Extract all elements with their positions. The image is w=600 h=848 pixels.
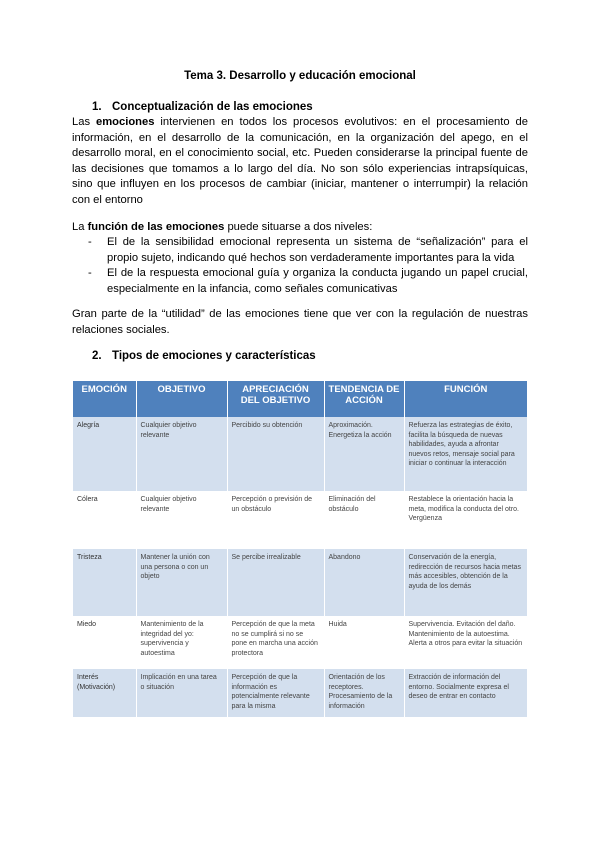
section-2-number: 2. [92,350,102,362]
paragraph-funcion [72,220,528,236]
paragraph-2-bold: función de las emociones [87,221,225,233]
table-cell: Percepción de que la información es potencialmente relevante para la misma [227,669,324,717]
table-cell: Mantener la unión con una persona o con un objeto [136,549,227,616]
paragraph-1-prefix: Las [72,116,96,128]
column-header-tendencia: TENDENCIA DE ACCIÓN [324,381,404,417]
table-cell: Se percibe irrealizable [227,549,324,616]
paragraph-2-text: puede situarse a dos niveles: [224,221,373,233]
table-row [73,669,527,717]
bullet-marker: - [88,267,92,279]
list-item [88,266,528,297]
table-header-row [73,381,527,417]
paragraph-utilidad: Gran parte de la “utilidad” de las emociones tiene que ver con la regulación de nuestras relaciones sociales. [72,308,528,336]
table-cell: Tristeza [73,549,136,616]
table-cell: Eliminación del obstáculo [324,491,404,549]
table-cell: Refuerza las estrategias de éxito, facilita la búsqueda de nuevas habilidades, ayuda a afrontar nuevos retos, mensaje social para iniciar o continuar la interacción [404,417,527,491]
table-cell: Implicación en una tarea o situación [136,669,227,717]
table-cell: Alegría [73,417,136,491]
bullet-marker: - [88,236,92,248]
table-cell: Cualquier objetivo relevante [136,491,227,549]
section-2-heading [92,350,316,362]
table-cell: Extracción de información del entorno. Socialmente expresa el deseo de entrar en contacto [404,669,527,717]
table-cell: Interés (Motivación) [73,669,136,717]
section-2-title: Tipos de emociones y características [112,350,316,362]
table-cell: Mantenimiento de la integridad del yo: supervivencia y autoestima [136,616,227,669]
table-cell: Restablece la orientación hacia la meta, modifica la conducta del otro. Vergüenza [404,491,527,549]
table-cell: Supervivencia. Evitación del daño. Mantenimiento de la autoestima. Alerta a otros para evitar la situación [404,616,527,669]
list-item-text: El de la sensibilidad emocional representa un sistema de “señalización” para el propio sujeto, indicando qué hechos son verdaderamente importantes para la vida [107,236,528,264]
paragraph-emociones [72,115,528,208]
table-row [73,616,527,669]
table-cell: Miedo [73,616,136,669]
paragraph-1-bold: emociones [96,116,155,128]
table-row [73,491,527,549]
column-header-emocion: EMOCIÓN [73,381,136,417]
table-cell: Cualquier objetivo relevante [136,417,227,491]
table-cell: Huida [324,616,404,669]
section-1-heading [92,101,313,113]
table-cell: Percibido su obtención [227,417,324,491]
table-cell: Percepción o previsión de un obstáculo [227,491,324,549]
table-row [73,549,527,616]
list-item-text: El de la respuesta emocional guía y organiza la conducta jugando un papel crucial, especialmente en la infancia, como señales comunicativas [107,267,528,295]
table-cell: Orientación de los receptores. Procesamiento de la información [324,669,404,717]
table-row [73,417,527,491]
column-header-objetivo: OBJETIVO [136,381,227,417]
paragraph-1-text: intervienen en todos los procesos evolutivos: en el procesamiento de información, en el desarrollo de la comunicación, en la organización del apego, en el desarrollo moral, en el conocimiento social, etc. Pueden considerarse la principal fuente de las decisiones que tomamos a lo largo del día. No son sólo experiencias intrapsíquicas, sino que influyen en los procesos de cambiar (iniciar, mantener o interrumpir) la relación con el entorno [72,116,528,206]
table-cell: Abandono [324,549,404,616]
document-title: Tema 3. Desarrollo y educación emocional [184,70,416,82]
list-item [88,235,528,266]
column-header-apreciacion: APRECIACIÓN DEL OBJETIVO [227,381,324,417]
emotions-table [73,381,527,717]
column-header-funcion: FUNCIÓN [404,381,527,417]
section-1-title: Conceptualización de las emociones [112,101,313,113]
table-cell: Aproximación. Energetiza la acción [324,417,404,491]
table-cell: Cólera [73,491,136,549]
table-cell: Percepción de que la meta no se cumplirá si no se pone en marcha una acción protectora [227,616,324,669]
bullet-list [88,235,528,297]
table-cell: Conservación de la energía, redirección de recursos hacia metas más accesibles, obtención de la ayuda de los demás [404,549,527,616]
paragraph-2-prefix: La [72,221,88,233]
section-1-number: 1. [92,101,102,113]
